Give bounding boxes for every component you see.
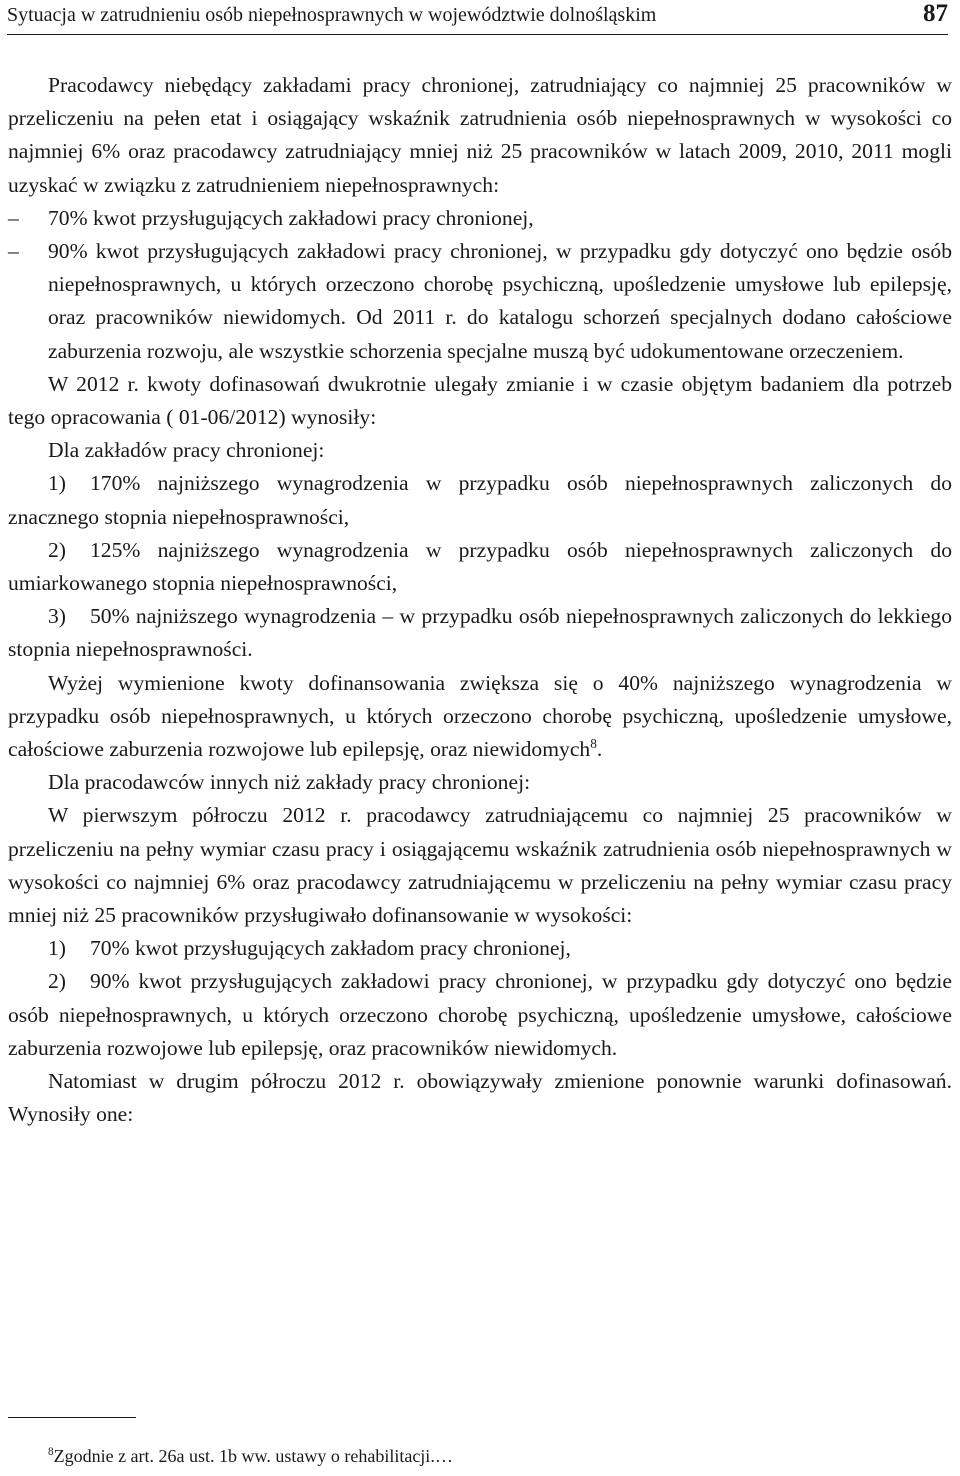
list-item-text: 70% kwot przysługujących zakładom pracy chronionej,	[90, 936, 571, 961]
paragraph-first-half-2012: W pierwszym półroczu 2012 r. pracodawcy zatrudniającemu co najmniej 25 pracowników w przeliczeniu na pełny wymiar czasu pracy i osiągającemu wskaźnik zatrudnienia osób niepełnosprawnych w wysokości co najmniej 6% oraz pracodawcy zatrudniającemu w przeliczeniu na pełny wymiar czasu pracy mniej niż 25 pracowników przysługiwało dofinansowanie w wysokości:	[8, 803, 952, 928]
numbered-list-item	[8, 600, 952, 666]
paragraph-end: .	[596, 737, 603, 762]
list-item-text: 170% najniższego wynagrodzenia w przypadku osób niepełnosprawnych zaliczonych do znacznego stopnia niepełnosprawności,	[8, 471, 952, 529]
running-header	[7, 0, 948, 35]
paragraph-increase-40	[8, 667, 952, 767]
paragraph-second-half-2012: Natomiast w drugim półroczu 2012 r. obowiązywały zmienione ponownie warunki dofinasowań. Wynosiły one:	[8, 1069, 952, 1127]
numbered-list-item	[8, 965, 952, 1065]
dash-list-item	[8, 202, 952, 235]
dash-list-item-text: 90% kwot przysługujących zakładowi pracy chronionej, w przypadku gdy dotyczyć ono będzie osób niepełnosprawnych, u których orzeczono chorobę psychiczną, upośledzenie umysłowe lub epilepsję, oraz pracowników niewidomych. Od 2011 r. do katalogu schorzeń specjalnych dodano całościowe zaburzenia rozwoju, ale wszystkie schorzenia specjalne muszą być udokumentowane orzeczeniem.	[48, 239, 952, 363]
list-item-text: 90% kwot przysługujących zakładowi pracy chronionej, w przypadku gdy dotyczyć ono będzie osób niepełnosprawnych, u których orzeczono chorobę psychiczną, upośledzenie umysłowe, całościowe zaburzenia rozwojowe lub epilepsję, oraz pracowników niewidomych.	[8, 969, 952, 1060]
numbered-list-item	[8, 467, 952, 533]
body-text	[8, 69, 952, 1132]
page-number: 87	[923, 0, 948, 27]
list-number: 2)	[48, 537, 66, 562]
paragraph-sheltered-heading: Dla zakładów pracy chronionej:	[48, 438, 325, 463]
footnote-text: Zgodnie z art. 26a ust. 1b ww. ustawy o rehabilitacji.…	[53, 1446, 453, 1466]
list-number: 1)	[48, 936, 66, 961]
paragraph-text: Wyżej wymienione kwoty dofinansowania zwiększa się o 40% najniższego wynagrodzenia w przypadku osób niepełnosprawnych, u których orzeczono chorobę psychiczną, upośledzenie umysłowe, całościowe zaburzenia rozwojowe lub epilepsję, oraz niewidomych	[8, 670, 952, 762]
list-number: 2)	[48, 969, 66, 994]
dash-list-item	[8, 235, 952, 368]
paragraph-other-employers-heading: Dla pracodawców innych niż zakłady pracy chronionej:	[48, 770, 531, 795]
numbered-list-item	[8, 932, 952, 965]
dash-bullet: –	[8, 239, 19, 264]
footnote-mark: 8	[48, 1446, 54, 1458]
footnote	[48, 1444, 453, 1468]
header-title: Sytuacja w zatrudnieniu osób niepełnosprawnych w województwie dolnośląskim	[7, 4, 657, 26]
list-item-text: 125% najniższego wynagrodzenia w przypadku osób niepełnosprawnych zaliczonych do umiarkowanego stopnia niepełnosprawności,	[8, 537, 952, 596]
numbered-list-item	[8, 534, 952, 600]
footnote-reference[interactable]: 8	[590, 735, 597, 751]
footnote-divider	[8, 1417, 136, 1418]
list-number: 3)	[48, 604, 66, 629]
paragraph-employers-conditions: Pracodawcy niebędący zakładami pracy chronionej, zatrudniający co najmniej 25 pracowników w przeliczeniu na pełen etat i osiągający wskaźnik zatrudnienia osób niepełnosprawnych w wysokości co najmniej 6% oraz pracodawcy zatrudniający mniej niż 25 pracowników w latach 2009, 2010, 2011 mogli uzyskać w związku z zatrudnieniem niepełnosprawnych:	[8, 73, 952, 197]
list-number: 1)	[48, 471, 66, 496]
dash-list-item-text: 70% kwot przysługujących zakładowi pracy chronionej,	[48, 205, 534, 230]
list-item-text: 50% najniższego wynagrodzenia – w przypadku osób niepełnosprawnych zaliczonych do lekkiego stopnia niepełnosprawności.	[8, 604, 952, 662]
paragraph-2012-changes: W 2012 r. kwoty dofinasowań dwukrotnie ulegały zmianie i w czasie objętym badaniem dla potrzeb tego opracowania ( 01-06/2012) wynosiły:	[8, 371, 952, 430]
dash-bullet: –	[8, 205, 19, 230]
